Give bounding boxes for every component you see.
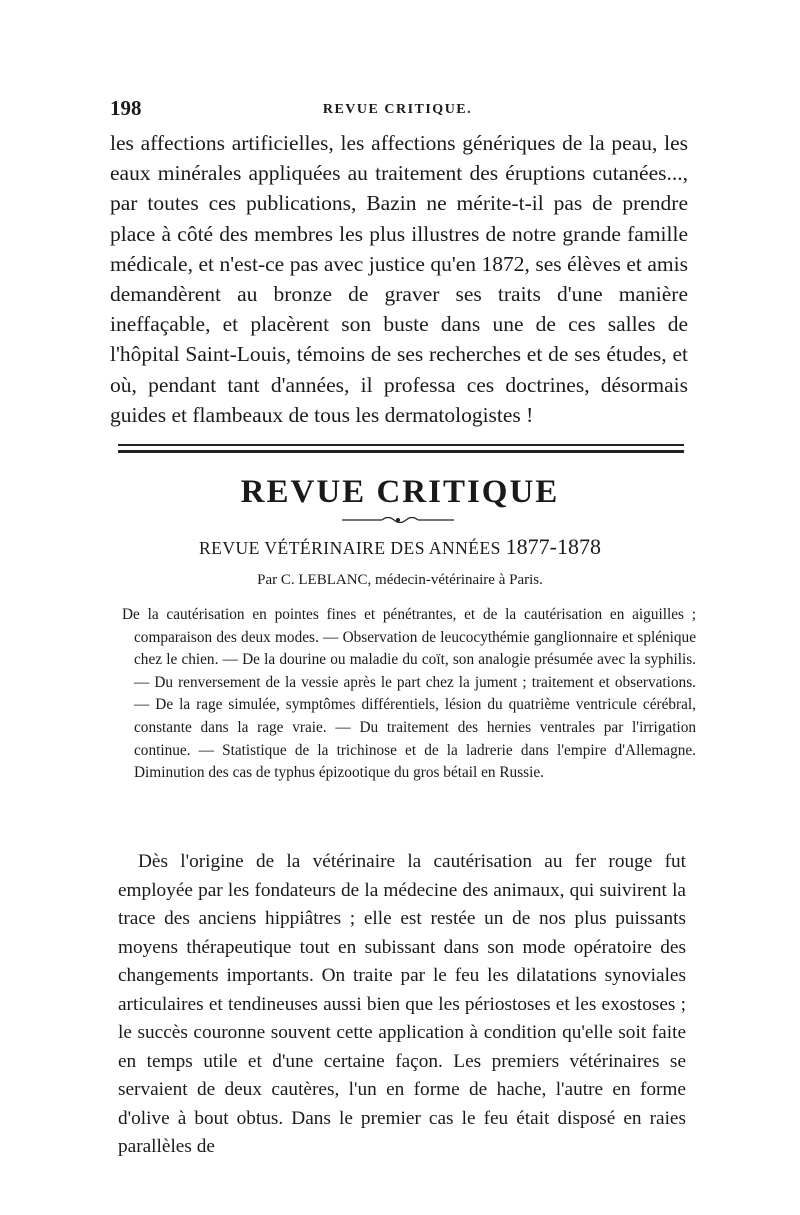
summary-text: De la cautérisation en pointes fines et pénétrantes, et de la cautérisation en aiguilles ; comparaison des deux modes. — Observation de leucocythémie ganglionnaire et splénique chez le chien. — De la dourine ou maladie du coït, son analogie présumée avec la syphilis. — Du renversement de la vessie après le part chez la jument ; traitement et observations. — De la rage simulée, symptômes différentiels, lésion du quatrième ventricule cérébral, constante dans la rage vraie. — Du traitement des hernies ventrales par l'irrigation continue. — Statistique de la trichinose et de la ladrerie dans l'empire d'Allemagne. Diminution des cas de typhus épizootique du gros bétail en Russie. — [122, 606, 696, 782]
subtitle-years: 1877-1878 — [505, 534, 601, 559]
body-paragraph: Dès l'origine de la vétérinaire la cautérisation au fer rouge fut employée par les fondateurs de la médecine des animaux, qui suivirent la trace des anciens hippiâtres ; elle est restée un de nos plus puissants moyens thérapeutique tout en subissant dans son mode opératoire des changements importants. On traite par le feu les dilatations synoviales articulaires et tendineuses aussi bien que les périostoses et les exostoses ; le succès couronne souvent cette application à condition qu'elle soit faite en temps utile et d'une certaine façon. Les premiers vétérinaires se servaient de deux cautères, l'un en forme de hache, l'autre en forme d'olive à bout obtus. Dans le premier cas le feu était disposé en raies parallèles de — [118, 851, 686, 1157]
continued-paragraph-block — [110, 128, 688, 430]
section-divider-thick — [118, 450, 684, 453]
ornament-divider — [342, 514, 454, 526]
page-number: 198 — [110, 96, 142, 120]
continued-paragraph: les affections artificielles, les affections génériques de la peau, les eaux minérales appliquées au traitement des éruptions cutanées..., par toutes ces publications, Bazin ne mérite-t-il pas de prendre place à côté des membres les plus illustres de notre grande famille médicale, et n'est-ce pas avec justice qu'en 1872, ses élèves et amis demandèrent au bronze de graver ses traits d'une manière ineffaçable, et placèrent son buste dans une de ces salles de l'hôpital Saint-Louis, témoins de ses recherches et de ses études, et où, pendant tant d'années, il professa ces doctrines, désormais guides et flambeaux de tous les dermatologistes ! — [110, 131, 688, 427]
body-text-block — [118, 848, 686, 1162]
section-title: REVUE CRITIQUE — [240, 474, 560, 510]
author-byline: Par C. LEBLANC, médecin-vétérinaire à Paris. — [257, 572, 543, 588]
section-subtitle — [0, 534, 800, 560]
section-divider-thin — [118, 444, 684, 446]
subtitle-text: REVUE VÉTÉRINAIRE DES ANNÉES — [198, 538, 501, 558]
running-title: REVUE CRITIQUE. — [322, 102, 473, 117]
summary-block — [122, 604, 696, 785]
running-head — [110, 96, 685, 126]
